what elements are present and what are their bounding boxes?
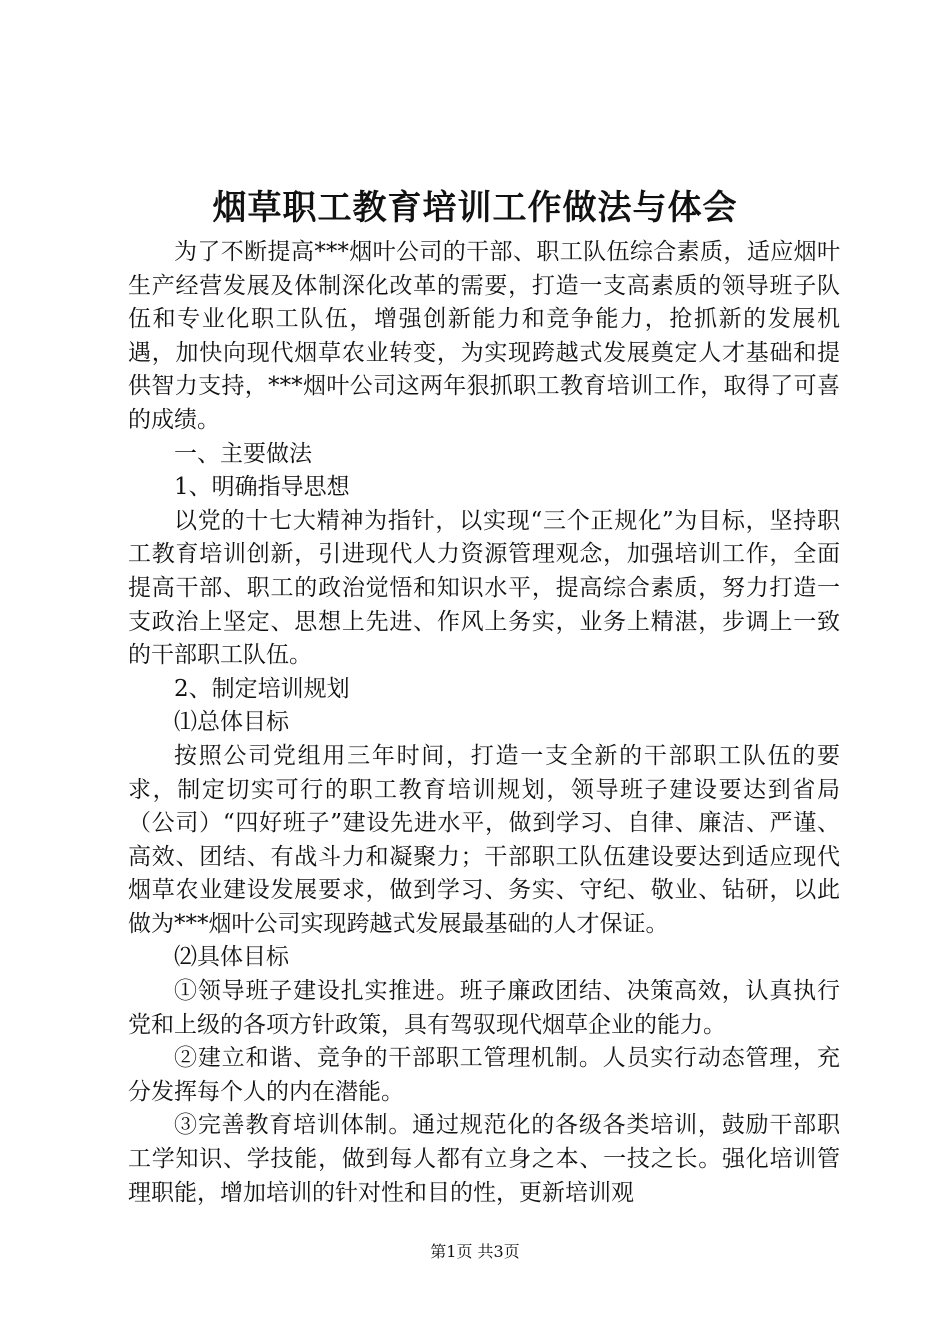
- guiding-thought-paragraph: 以党的十七大精神为指针，以实现“三个正规化”为目标，坚持职工教育培训创新，引进现代人力资源管理观念，加强培训工作，全面提高干部、职工的政治觉悟和知识水平，提高综合素质，努力打造一支政治上坚定、思想上先进、作风上务实，业务上精湛，步调上一致的干部职工队伍。: [128, 507, 840, 669]
- overall-goal-paragraph: 按照公司党组用三年时间，打造一支全新的干部职工队伍的要求，制定切实可行的职工教育培训规划，领导班子建设要达到省局（公司）“四好班子”建设先进水平，做到学习、自律、廉洁、严谨、高效、团结、有战斗力和凝聚力；干部职工队伍建设要达到适应现代烟草农业建设发展要求，做到学习、务实、守纪、敬业、钻研，以此做为***烟叶公司实现跨越式发展最基础的人才保证。: [128, 742, 840, 937]
- document-body: [128, 236, 840, 1210]
- specific-goal-item-3: ③完善教育培训体制。通过规范化的各级各类培训，鼓励干部职工学知识、学技能，做到每人都有立身之本、一技之长。强化培训管理职能，增加培训的针对性和目的性，更新培训观: [128, 1112, 840, 1206]
- page-footer: 第1页 共3页: [430, 1242, 520, 1261]
- document-title: 烟草职工教育培训工作做法与体会: [212, 188, 738, 228]
- specific-goal-item-2: ②建立和谐、竞争的干部职工管理机制。人员实行动态管理，充分发挥每个人的内在潜能。: [128, 1045, 840, 1105]
- specific-goal-item-1: ①领导班子建设扎实推进。班子廉政团结、决策高效，认真执行党和上级的各项方针政策，具有驾驭现代烟草企业的能力。: [128, 978, 840, 1038]
- section-heading-main-practices: 一、主要做法: [174, 440, 312, 467]
- intro-paragraph: 为了不断提高***烟叶公司的干部、职工队伍综合素质，适应烟叶生产经营发展及体制深化改革的需要，打造一支高素质的领导班子队伍和专业化职工队伍，增强创新能力和竞争能力，抢抓新的发展机遇，加快向现代烟草农业转变，为实现跨越式发展奠定人才基础和提供智力支持，***烟叶公司这两年狠抓职工教育培训工作，取得了可喜的成绩。: [128, 239, 840, 433]
- subheading-specific-goals: ⑵具体目标: [174, 944, 289, 971]
- subheading-overall-goal: ⑴总体目标: [174, 709, 289, 736]
- subheading-guiding-thought: 1、明确指导思想: [174, 474, 350, 501]
- subheading-training-plan: 2、制定培训规划: [174, 675, 350, 702]
